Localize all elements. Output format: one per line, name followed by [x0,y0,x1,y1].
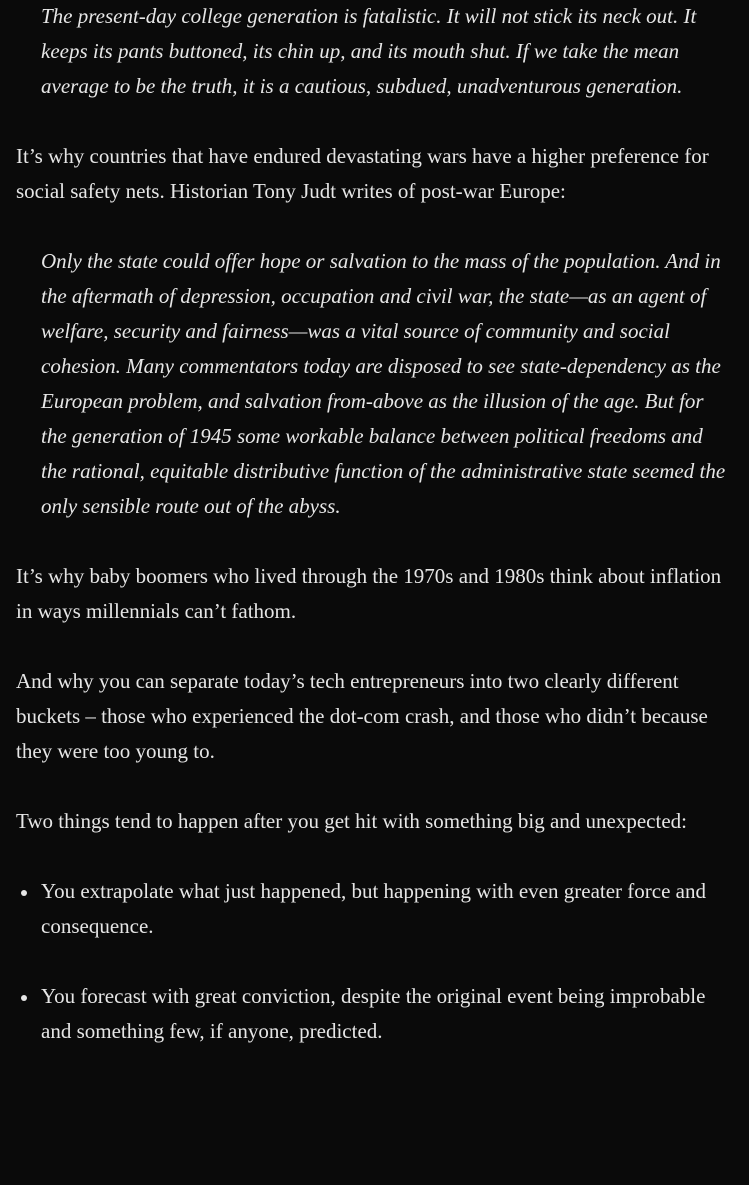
bullet-icon [21,995,27,1001]
list-item-text: You extrapolate what just happened, but happening with even greater force and consequence. [41,879,706,938]
blockquote-college-generation [41,0,731,104]
paragraph-safety-nets: It’s why countries that have endured devastating wars have a higher preference for social safety nets. Historian Tony Judt writes of post-war Europe: [16,144,709,203]
bullet-list [16,874,731,1049]
paragraph-baby-boomers: It’s why baby boomers who lived through the 1970s and 1980s think about inflation in ways millennials can’t fathom. [16,564,722,623]
list-item-text: You forecast with great conviction, despite the original event being improbable and something few, if anyone, predicted. [41,984,706,1043]
paragraph-two-things: Two things tend to happen after you get hit with something big and unexpected: [16,809,687,833]
quote-text: Only the state could offer hope or salvation to the mass of the population. And in the aftermath of depression, occupation and civil war, the state—as an agent of welfare, security and fairness—was a vital source of community and social cohesion. Many commentators today are disposed to see state-dependency as the European problem, and salvation from-above as the illusion of the age. But for the generation of 1945 some workable balance between political freedoms and the rational, equitable distributive function of the administrative state seemed the only sensible route out of the abyss. [41,249,726,518]
list-item [16,979,731,1049]
paragraph-tech-entrepreneurs: And why you can separate today’s tech entrepreneurs into two clearly different buckets – those who experienced the dot-com crash, and those who didn’t because they were too young to. [16,669,708,763]
article-body [16,0,731,1084]
list-item [16,874,731,944]
blockquote-tony-judt [41,244,731,524]
bullet-icon [21,890,27,896]
quote-text: The present-day college generation is fatalistic. It will not stick its neck out. It keeps its pants buttoned, its chin up, and its mouth shut. If we take the mean average to be the truth, it is a cautious, subdued, unadventurous generation. [41,4,697,98]
